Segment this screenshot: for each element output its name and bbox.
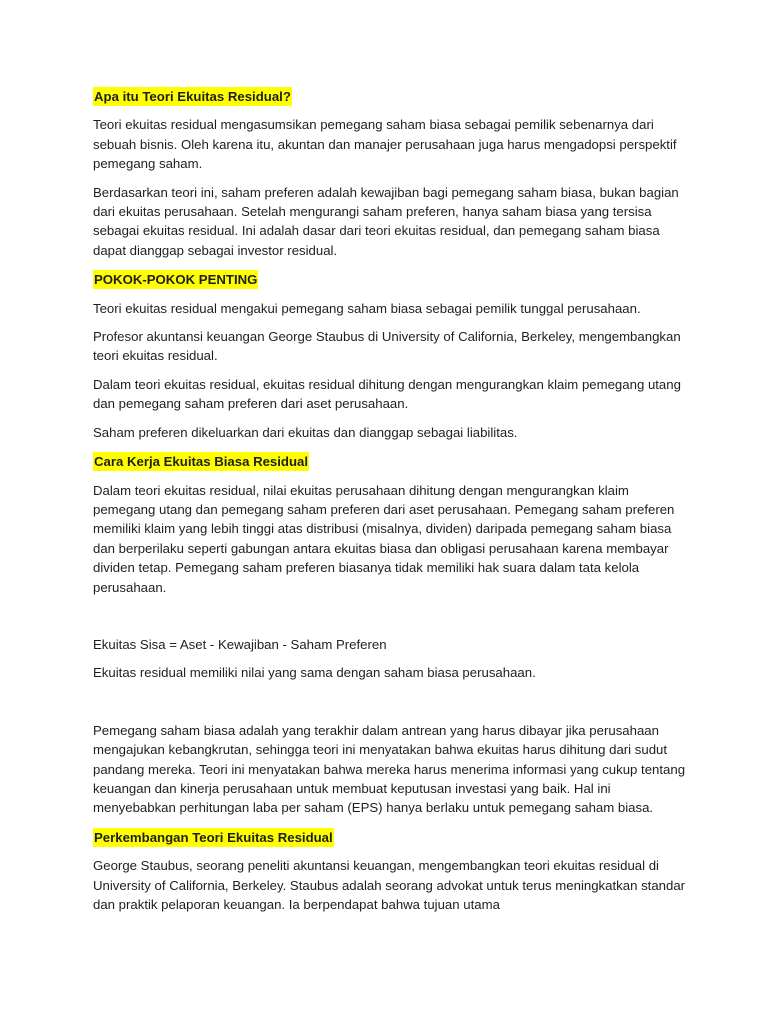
document-page [93, 87, 693, 914]
paragraph-how-it-works-1: Dalam teori ekuitas residual, nilai ekuitas perusahaan dihitung dengan mengurangkan klaim pemegang utang dan pemegang saham preferen dari aset perusahaan. Pemegang saham preferen memiliki klaim yang lebih tinggi atas distribusi (misalnya, dividen) daripada pemegang saham biasa dan berperilaku seperti gabungan antara ekuitas biasa dan obligasi perusahaan karena membayar dividen tetap. Pemegang saham preferen biasanya tidak memiliki hak suara dalam tata kelola perusahaan. [93, 482, 675, 595]
section-heading-key-points: POKOK-POKOK PENTING [94, 272, 258, 288]
paragraph-key-point-2: Profesor akuntansi keuangan George Staubus di University of California, Berkeley, mengembangkan teori ekuitas residual. [93, 329, 681, 364]
paragraph-key-point-4: Saham preferen dikeluarkan dari ekuitas dan dianggap sebagai liabilitas. [93, 424, 518, 440]
section-heading-development: Perkembangan Teori Ekuitas Residual [94, 829, 333, 845]
paragraph-what-is-1: Teori ekuitas residual mengasumsikan pemegang saham biasa sebagai pemilik sebenarnya dari sebuah bisnis. Oleh karena itu, akuntan dan manajer perusahaan juga harus mengadopsi perspektif pemegang saham. [93, 117, 677, 172]
section-what-is [93, 87, 693, 260]
paragraph-what-is-2: Berdasarkan teori ini, saham preferen adalah kewajiban bagi pemegang saham biasa, bukan bagian dari ekuitas perusahaan. Setelah mengurangi saham preferen, hanya saham biasa yang tersisa sebagai ekuitas residual. Ini adalah dasar dari teori ekuitas residual, dan pemegang saham biasa dapat dianggap sebagai investor residual. [93, 184, 679, 258]
paragraph-how-it-works-3: Pemegang saham biasa adalah yang terakhir dalam antrean yang harus dibayar jika perusahaan mengajukan kebangkrutan, sehingga teori ini menyatakan bahwa ekuitas harus dihitung dari sudut pandang mereka. Teori ini menyatakan bahwa mereka harus menerima informasi yang cukup tentang keuangan dan kinerja perusahaan untuk membuat keputusan investasi yang baik. Hal ini menyebabkan perhitungan laba per saham (EPS) hanya berlaku untuk pemegang saham biasa. [93, 722, 686, 816]
paragraph-key-point-1: Teori ekuitas residual mengakui pemegang saham biasa sebagai pemilik tunggal perusahaan. [93, 300, 641, 316]
section-development [93, 828, 693, 915]
paragraph-how-it-works-2: Ekuitas residual memiliki nilai yang sama dengan saham biasa perusahaan. [93, 665, 536, 681]
paragraph-key-point-3: Dalam teori ekuitas residual, ekuitas residual dihitung dengan mengurangkan klaim pemegang utang dan pemegang saham preferen dari aset perusahaan. [93, 376, 681, 412]
formula-text: Ekuitas Sisa = Aset - Kewajiban - Saham Preferen [93, 636, 387, 652]
section-heading-how-it-works: Cara Kerja Ekuitas Biasa Residual [94, 454, 309, 470]
paragraph-development-1: George Staubus, seorang peneliti akuntansi keuangan, mengembangkan teori ekuitas residual di University of California, Berkeley. Staubus adalah seorang advokat untuk terus meningkatkan standar dan praktik pelaporan keuangan. Ia berpendapat bahwa tujuan utama [93, 858, 686, 912]
section-key-points [93, 270, 693, 442]
section-heading-what-is: Apa itu Teori Ekuitas Residual? [94, 89, 291, 104]
section-how-it-works [93, 452, 693, 818]
